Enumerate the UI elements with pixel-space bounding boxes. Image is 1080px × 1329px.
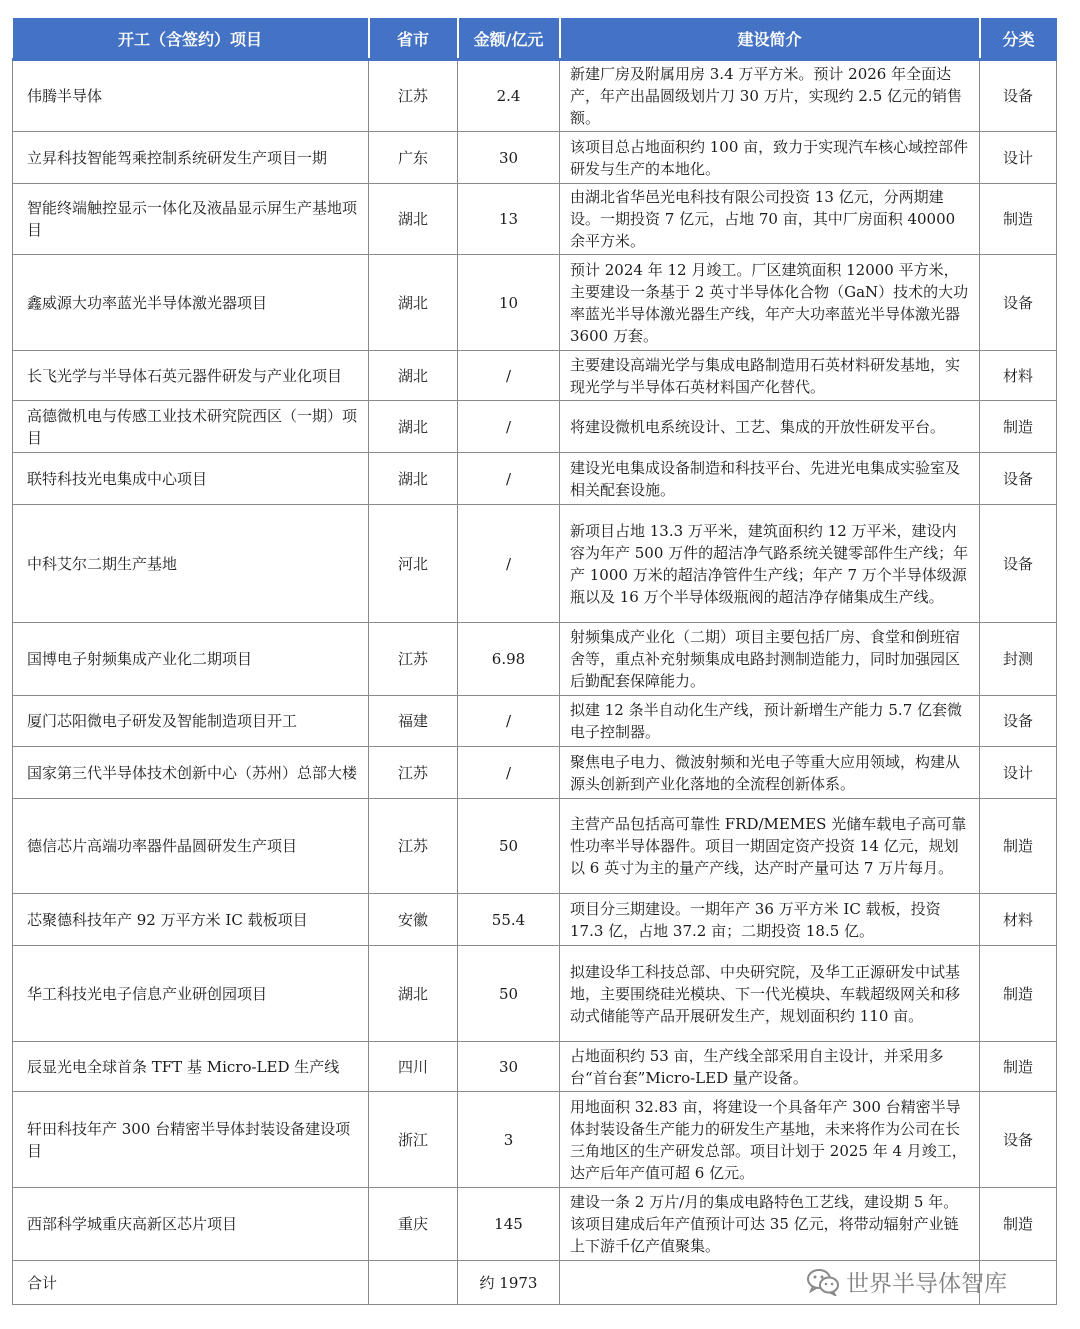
total-province <box>369 1261 458 1305</box>
header-province: 省市 <box>369 18 458 60</box>
table-row <box>13 505 1057 623</box>
category: 制造 <box>980 1188 1057 1261</box>
province: 安徽 <box>369 894 458 946</box>
projects-table <box>12 18 1057 1305</box>
province: 四川 <box>369 1042 458 1092</box>
province: 福建 <box>369 696 458 747</box>
province: 江苏 <box>369 799 458 894</box>
description: 主营产品包括高可靠性 FRD/MEMES 光储车载电子高可靠性功率半导体器件。项目一期固定资产投资 14 亿元，规划以 6 英寸为主的量产产线，达产时产量可达 7 万片每月。 <box>560 799 980 894</box>
amount: / <box>458 453 560 505</box>
project-name: 中科艾尔二期生产基地 <box>13 505 369 623</box>
description: 占地面积约 53 亩，生产线全部采用自主设计，并采用多台“首台套”Micro-LED 量产设备。 <box>560 1042 980 1092</box>
project-name: 华工科技光电子信息产业研创园项目 <box>13 946 369 1042</box>
project-name: 芯聚德科技年产 92 万平方米 IC 载板项目 <box>13 894 369 946</box>
table-row <box>13 1092 1057 1188</box>
table-row <box>13 1042 1057 1092</box>
header-amount: 金额/亿元 <box>458 18 560 60</box>
category: 设计 <box>980 132 1057 184</box>
amount: 13 <box>458 184 560 255</box>
province: 湖北 <box>369 351 458 401</box>
project-name: 国家第三代半导体技术创新中心（苏州）总部大楼 <box>13 747 369 799</box>
header-project: 开工（含签约）项目 <box>13 18 369 60</box>
project-name: 智能终端触控显示一体化及液晶显示屏生产基地项目 <box>13 184 369 255</box>
header-category: 分类 <box>980 18 1057 60</box>
category: 设备 <box>980 1092 1057 1188</box>
description: 主要建设高端光学与集成电路制造用石英材料研发基地，实现光学与半导体石英材料国产化替代。 <box>560 351 980 401</box>
category: 设计 <box>980 747 1057 799</box>
province: 湖北 <box>369 255 458 351</box>
category: 封测 <box>980 623 1057 696</box>
total-amount: 约 1973 <box>458 1261 560 1305</box>
table-row <box>13 623 1057 696</box>
project-name: 德信芯片高端功率器件晶圆研发生产项目 <box>13 799 369 894</box>
table-row <box>13 255 1057 351</box>
amount: 3 <box>458 1092 560 1188</box>
table-row <box>13 184 1057 255</box>
table-header-row <box>13 18 1057 60</box>
description: 新建厂房及附属用房 3.4 万平方米。预计 2026 年全面达产，年产出晶圆级划片刀 30 万片，实现约 2.5 亿元的销售额。 <box>560 60 980 132</box>
category: 设备 <box>980 60 1057 132</box>
category: 设备 <box>980 453 1057 505</box>
project-name: 辰显光电全球首条 TFT 基 Micro-LED 生产线 <box>13 1042 369 1092</box>
project-name: 国博电子射频集成产业化二期项目 <box>13 623 369 696</box>
category: 设备 <box>980 255 1057 351</box>
project-name: 长飞光学与半导体石英元器件研发与产业化项目 <box>13 351 369 401</box>
amount: 55.4 <box>458 894 560 946</box>
amount: 50 <box>458 799 560 894</box>
province: 湖北 <box>369 946 458 1042</box>
amount: / <box>458 747 560 799</box>
description: 拟建设华工科技总部、中央研究院，及华工正源研发中试基地，主要围绕硅光模块、下一代光模块、车载超级网关和移动式储能等产品开展研发生产，规划面积约 110 亩。 <box>560 946 980 1042</box>
table-row <box>13 799 1057 894</box>
category: 制造 <box>980 401 1057 453</box>
province: 湖北 <box>369 401 458 453</box>
project-name: 联特科技光电集成中心项目 <box>13 453 369 505</box>
amount: 10 <box>458 255 560 351</box>
amount: 50 <box>458 946 560 1042</box>
amount: / <box>458 351 560 401</box>
amount: 2.4 <box>458 60 560 132</box>
amount: / <box>458 401 560 453</box>
table-row <box>13 453 1057 505</box>
project-name: 鑫威源大功率蓝光半导体激光器项目 <box>13 255 369 351</box>
project-name: 厦门芯阳微电子研发及智能制造项目开工 <box>13 696 369 747</box>
watermark-text: 世界半导体智库 <box>846 1271 1007 1297</box>
description: 用地面积 32.83 亩，将建设一个具备年产 300 台精密半导体封装设备生产能力的研发生产基地，未来将作为公司在长三角地区的生产研发总部。项目计划于 2025 年 4 月竣工，达产后年产值可超 6 亿元。 <box>560 1092 980 1188</box>
project-name: 伟腾半导体 <box>13 60 369 132</box>
province: 浙江 <box>369 1092 458 1188</box>
description: 射频集成产业化（二期）项目主要包括厂房、食堂和倒班宿舍等，重点补充射频集成电路封测制造能力，同时加强园区后勤配套保障能力。 <box>560 623 980 696</box>
table-row <box>13 946 1057 1042</box>
province: 江苏 <box>369 623 458 696</box>
description: 该项目总占地面积约 100 亩，致力于实现汽车核心域控部件研发与生产的本地化。 <box>560 132 980 184</box>
amount: 145 <box>458 1188 560 1261</box>
table-row <box>13 1188 1057 1261</box>
description: 预计 2024 年 12 月竣工。厂区建筑面积 12000 平方米，主要建设一条基于 2 英寸半导体化合物（GaN）技术的大功率蓝光半导体激光器生产线，年产大功率蓝光半导体激光器 3600 万套。 <box>560 255 980 351</box>
province: 湖北 <box>369 184 458 255</box>
category: 制造 <box>980 799 1057 894</box>
category: 设备 <box>980 505 1057 623</box>
category: 制造 <box>980 946 1057 1042</box>
category: 制造 <box>980 184 1057 255</box>
wechat-icon <box>806 1268 840 1296</box>
province: 广东 <box>369 132 458 184</box>
amount: 30 <box>458 132 560 184</box>
total-label: 合计 <box>13 1261 369 1305</box>
table-row <box>13 894 1057 946</box>
description: 项目分三期建设。一期年产 36 万平方米 IC 载板，投资 17.3 亿，占地 37.2 亩；二期投资 18.5 亿。 <box>560 894 980 946</box>
watermark <box>806 1265 1007 1298</box>
province: 湖北 <box>369 453 458 505</box>
table-body <box>13 60 1057 1305</box>
project-name: 立昇科技智能驾乘控制系统研发生产项目一期 <box>13 132 369 184</box>
amount: 6.98 <box>458 623 560 696</box>
amount: / <box>458 505 560 623</box>
province: 江苏 <box>369 60 458 132</box>
description: 聚焦电子电力、微波射频和光电子等重大应用领域，构建从源头创新到产业化落地的全流程创新体系。 <box>560 747 980 799</box>
description: 将建设微机电系统设计、工艺、集成的开放性研发平台。 <box>560 401 980 453</box>
project-name: 轩田科技年产 300 台精密半导体封装设备建设项目 <box>13 1092 369 1188</box>
category: 设备 <box>980 696 1057 747</box>
table-row <box>13 747 1057 799</box>
table-row <box>13 60 1057 132</box>
project-name: 高德微机电与传感工业技术研究院西区（一期）项目 <box>13 401 369 453</box>
description: 新项目占地 13.3 万平米，建筑面积约 12 万平米，建设内容为年产 500 万件的超洁净气路系统关键零部件生产线；年产 1000 万米的超洁净管件生产线；年产 7 万个半导体级源瓶以及 16 万个半导体级瓶阀的超洁净存储集成生产线。 <box>560 505 980 623</box>
description: 拟建 12 条半自动化生产线，预计新增生产能力 5.7 亿套微电子控制器。 <box>560 696 980 747</box>
amount: / <box>458 696 560 747</box>
description: 由湖北省华邑光电科技有限公司投资 13 亿元，分两期建设。一期投资 7 亿元，占地 70 亩，其中厂房面积 40000 余平方米。 <box>560 184 980 255</box>
project-name: 西部科学城重庆高新区芯片项目 <box>13 1188 369 1261</box>
amount: 30 <box>458 1042 560 1092</box>
description: 建设一条 2 万片/月的集成电路特色工艺线，建设期 5 年。该项目建成后年产值预计可达 35 亿元，将带动辐射产业链上下游千亿产值聚集。 <box>560 1188 980 1261</box>
category: 材料 <box>980 894 1057 946</box>
category: 材料 <box>980 351 1057 401</box>
province: 江苏 <box>369 747 458 799</box>
table-row <box>13 696 1057 747</box>
table-row <box>13 401 1057 453</box>
category: 制造 <box>980 1042 1057 1092</box>
description: 建设光电集成设备制造和科技平台、先进光电集成实验室及相关配套设施。 <box>560 453 980 505</box>
province: 重庆 <box>369 1188 458 1261</box>
header-description: 建设简介 <box>560 18 980 60</box>
table-row <box>13 132 1057 184</box>
table-row <box>13 351 1057 401</box>
province: 河北 <box>369 505 458 623</box>
